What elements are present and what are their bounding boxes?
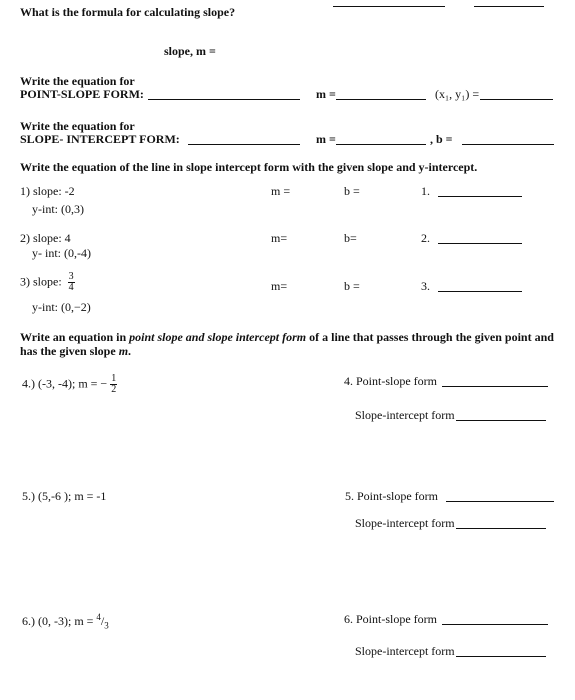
problem6-slope-intercept-label: Slope-intercept form <box>355 644 455 658</box>
section1-instruction: Write the equation of the line in slope intercept form with the given slope and y-intercept. <box>20 160 478 174</box>
problem6-given: 6.) (0, -3); $m = ^4/_3$ <box>22 612 109 631</box>
problem3-slope: 3) slope: $\frac{3}{4}$ <box>20 271 74 293</box>
problem4-point-slope-line[interactable] <box>442 386 548 387</box>
ps-point-line[interactable] <box>480 99 553 100</box>
problem6-point-slope-line[interactable] <box>442 624 548 625</box>
problem2-yint: y- int: (0,-4) <box>32 246 91 260</box>
problem2-b-label: b= <box>344 231 357 245</box>
problem4-slope-intercept-label: Slope-intercept form <box>355 408 455 422</box>
si-m-line[interactable] <box>336 144 426 145</box>
section2-instruction-line1: Write an equation in point slope and slope intercept form of a line that passes through the given point and <box>20 330 554 344</box>
problem5-given: 5.) (5,-6 ); m = -1 <box>22 489 107 503</box>
section2-instruction-line2: has the given slope m. <box>20 344 132 358</box>
problem1-b-label: b = <box>344 184 360 198</box>
problem1-m-label: m = <box>271 184 291 198</box>
problem5-point-slope-line[interactable] <box>446 501 554 502</box>
problem6-slope-intercept-line[interactable] <box>456 656 546 657</box>
problem2-m-label: m= <box>271 231 288 245</box>
si-instruction-1: Write the equation for <box>20 119 135 133</box>
problem1-yint: y-int: (0,3) <box>32 202 84 216</box>
problem5-point-slope-label: 5. Point-slope form <box>345 489 438 503</box>
problem1-slope: 1) slope: -2 <box>20 184 75 198</box>
formula-answer-line[interactable] <box>333 6 445 7</box>
problem3-yint: y-int: (0,−2) <box>32 300 91 314</box>
ps-m-line[interactable] <box>336 99 426 100</box>
problem2-slope: 2) slope: 4 <box>20 231 71 245</box>
problem2-answer-line[interactable] <box>438 243 522 244</box>
problem3-m-label: m= <box>271 279 288 293</box>
si-b-line[interactable] <box>462 144 554 145</box>
problem1-number: 1. <box>421 184 430 198</box>
problem4-slope-fraction: $\frac{1}{2}$ <box>111 373 117 395</box>
problem3-number: 3. <box>421 279 430 293</box>
si-b-label: , b = <box>430 132 453 146</box>
si-instruction-2: SLOPE- INTERCEPT FORM: <box>20 132 180 146</box>
problem5-slope-intercept-line[interactable] <box>456 528 546 529</box>
problem6-slope-fraction: $^4/_3$ <box>96 612 109 631</box>
formula-answer-line-2[interactable] <box>474 6 544 7</box>
problem6-point-slope-label: 6. Point-slope form <box>344 612 437 626</box>
problem4-given: 4.) (-3, -4); m = − $\frac{1}{2}$ <box>22 373 117 395</box>
si-m-label: m = <box>316 132 336 146</box>
problem3-answer-line[interactable] <box>438 291 522 292</box>
ps-equation-line[interactable] <box>148 99 300 100</box>
problem3-b-label: b = <box>344 279 360 293</box>
problem4-slope-intercept-line[interactable] <box>456 420 546 421</box>
problem1-answer-line[interactable] <box>438 196 522 197</box>
ps-point-label: (x₁, y₁) = <box>435 87 480 101</box>
problem5-slope-intercept-label: Slope-intercept form <box>355 516 455 530</box>
formula-question: What is the formula for calculating slope? <box>20 5 236 19</box>
ps-instruction-2: POINT-SLOPE FORM: <box>20 87 144 101</box>
ps-instruction-1: Write the equation for <box>20 74 135 88</box>
slope-label: slope, m = <box>164 44 216 58</box>
ps-m-label: m = <box>316 87 336 101</box>
problem4-point-slope-label: 4. Point-slope form <box>344 374 437 388</box>
si-equation-line[interactable] <box>188 144 300 145</box>
problem3-slope-fraction: $\frac{3}{4}$ <box>68 271 74 293</box>
problem2-number: 2. <box>421 231 430 245</box>
